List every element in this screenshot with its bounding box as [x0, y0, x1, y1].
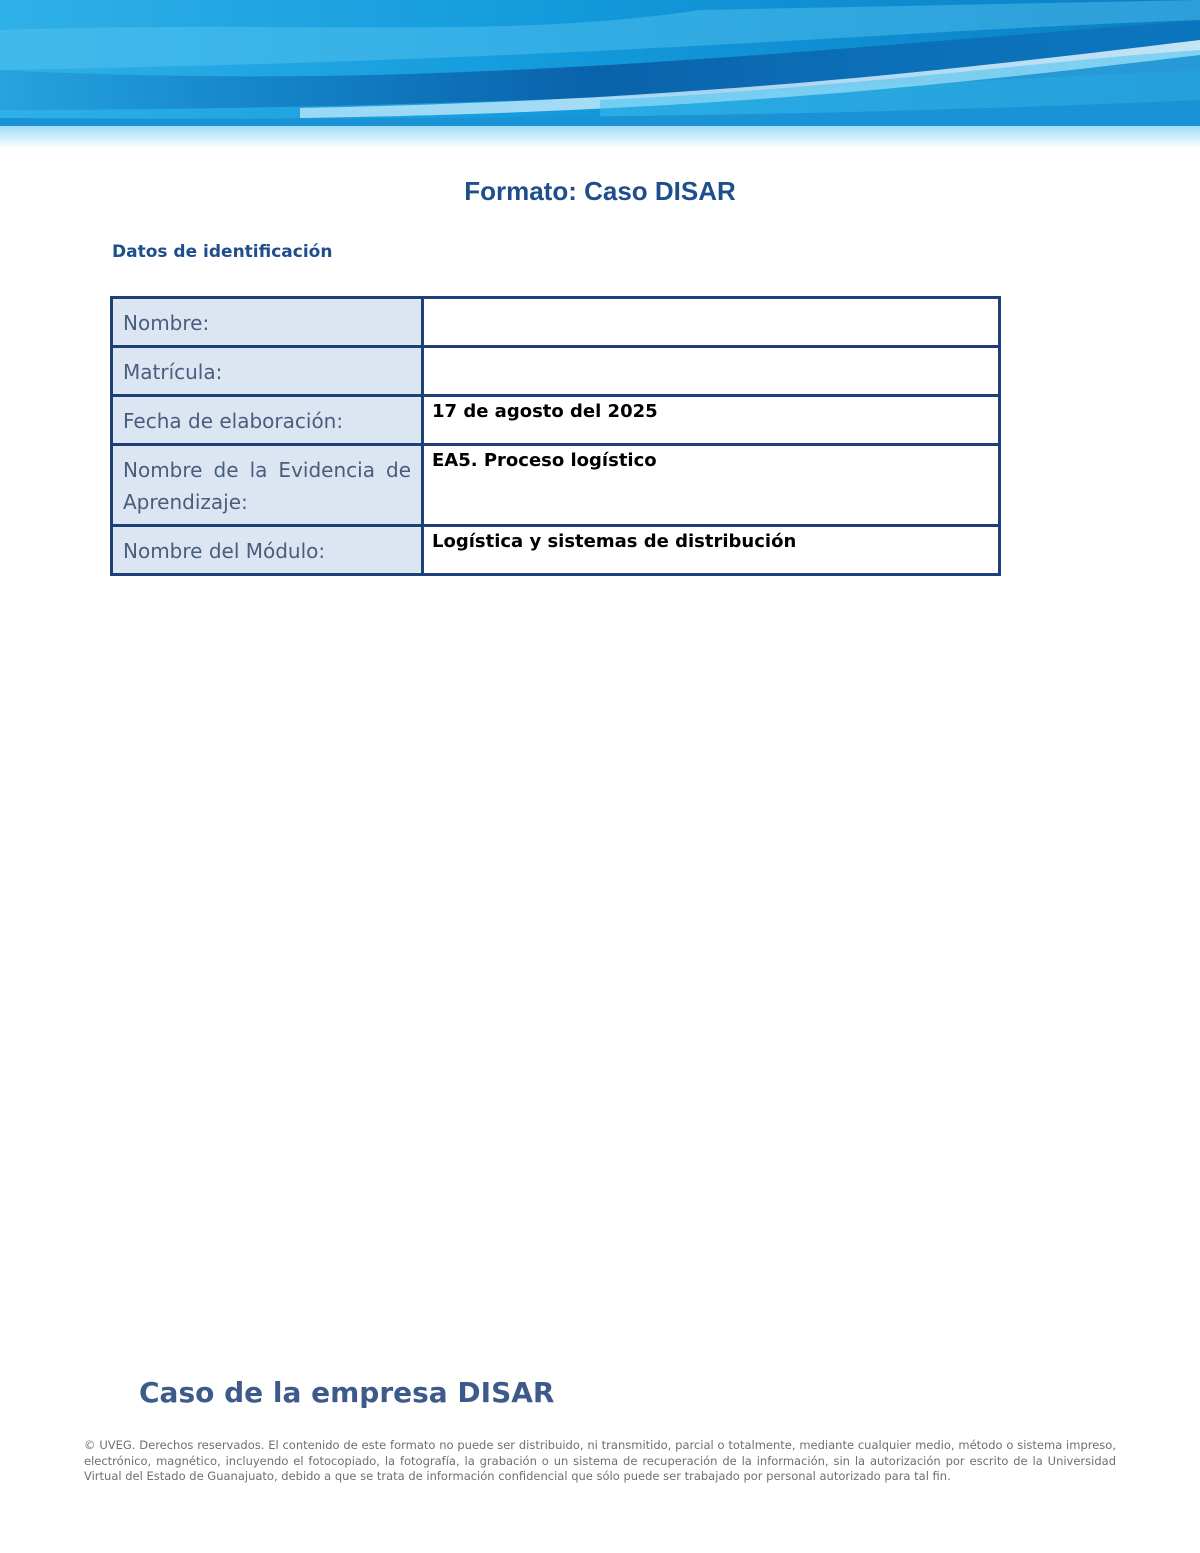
document-title: Formato: Caso DISAR	[464, 176, 736, 206]
table-row	[112, 298, 1000, 347]
row-value-nombre[interactable]	[423, 298, 1000, 347]
row-value-evidencia[interactable]: EA5. Proceso logístico	[423, 445, 1000, 526]
table-row	[112, 526, 1000, 575]
row-label-modulo: Nombre del Módulo:	[112, 526, 423, 575]
row-label-matricula: Matrícula:	[112, 347, 423, 396]
header-banner	[0, 0, 1200, 148]
table-row	[112, 445, 1000, 526]
footer-brand: Caso de la empresa DISAR	[139, 1376, 555, 1409]
section-heading: Datos de identificación	[112, 242, 333, 262]
row-label-fecha: Fecha de elaboración:	[112, 396, 423, 445]
row-label-nombre: Nombre:	[112, 298, 423, 347]
row-label-evidencia: Nombre de la Evidencia de Aprendizaje:	[112, 445, 423, 526]
row-value-fecha[interactable]: 17 de agosto del 2025	[423, 396, 1000, 445]
footer-legal-notice: © UVEG. Derechos reservados. El contenido de este formato no puede ser distribuido, ni transmitido, parcial o totalmente, mediante cualquier medio, método o sistema impreso, electrónico, magnético, incluyendo el fotocopiado, la fotografía, la grabación o un sistema de recuperación de la información, sin la autorización por escrito de la Universidad Virtual del Estado de Guanajuato, debido a que se trata de información confidencial que sólo puede ser trabajado por personal autorizado para tal fin.	[84, 1438, 1116, 1483]
identification-table	[110, 296, 1001, 576]
table-row	[112, 396, 1000, 445]
table-row	[112, 347, 1000, 396]
row-value-matricula[interactable]	[423, 347, 1000, 396]
row-value-modulo[interactable]: Logística y sistemas de distribución	[423, 526, 1000, 575]
